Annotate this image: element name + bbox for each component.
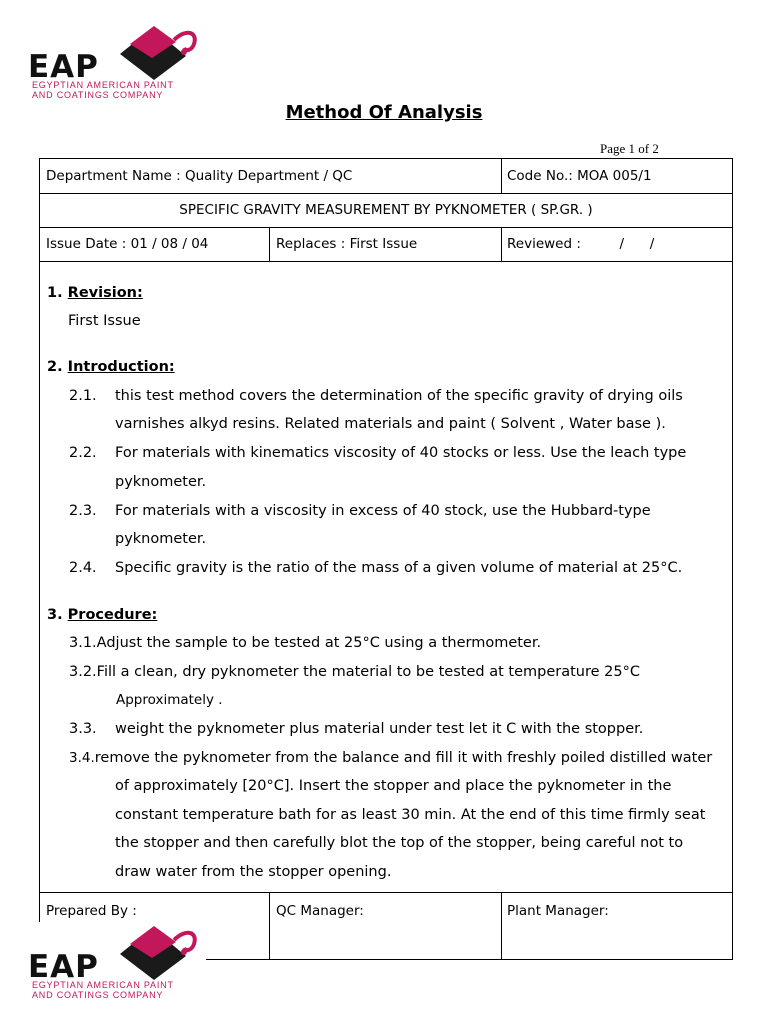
item-number: 2.1. — [69, 388, 97, 404]
item-line: the stopper and then carefully blot the top of the stopper, being careful not to — [115, 835, 684, 851]
page-number: Page 1 of 2 — [600, 141, 659, 156]
subject-title: SPECIFIC GRAVITY MEASUREMENT BY PYKNOMETER ( SP.GR. ) — [179, 202, 593, 218]
item-line: of approximately [20°C]. Insert the stopper and place the pyknometer in the — [115, 778, 672, 794]
document-title: Method Of Analysis — [285, 102, 483, 123]
section-procedure-heading: 3. Procedure: — [47, 607, 158, 623]
item-line: weight the pyknometer plus material under test let it C with the stopper. — [115, 721, 644, 737]
item-line: draw water from the stopper opening. — [115, 864, 392, 880]
document-frame — [39, 158, 733, 960]
section-revision-heading: 1. Revision: — [47, 285, 143, 301]
item-line: For materials with a viscosity in excess of 40 stock, use the Hubbard-type — [115, 503, 651, 519]
qc-manager: QC Manager: — [276, 903, 364, 919]
item-line: Approximately . — [116, 692, 223, 708]
item-line: constant temperature bath for as least 30 min. At the end of this time firmly seat — [115, 807, 706, 823]
issue-date: Issue Date : 01 / 08 / 04 — [46, 236, 209, 252]
item-line: pyknometer. — [115, 474, 207, 490]
revision-text: First Issue — [68, 313, 141, 329]
item-number: 2.2. — [69, 445, 97, 461]
company-name: EGYPTIAN AMERICAN PAINT AND COATINGS COMPANY — [32, 980, 174, 1000]
item-number: 2.3. — [69, 503, 97, 519]
code-number: Code No.: MOA 005/1 — [507, 168, 652, 184]
item-line: this test method covers the determination of the specific gravity of drying oils — [115, 388, 683, 404]
item-line: pyknometer. — [115, 531, 207, 547]
plant-manager: Plant Manager: — [507, 903, 609, 919]
item-line: 3.1.Adjust the sample to be tested at 25°C using a thermometer. — [69, 635, 542, 651]
replaces: Replaces : First Issue — [276, 236, 418, 252]
reviewed: Reviewed : / / — [507, 236, 655, 252]
item-line: varnishes alkyd resins. Related materials and paint ( Solvent , Water base ). — [115, 416, 666, 432]
item-line: Specific gravity is the ratio of the mass of a given volume of material at 25°C. — [115, 560, 683, 576]
item-number: 2.4. — [69, 560, 97, 576]
department-name: Department Name : Quality Department / QC — [46, 168, 353, 184]
item-number: 3.3. — [69, 721, 97, 737]
company-logo-footer — [26, 922, 206, 1004]
item-line: For materials with kinematics viscosity of 40 stocks or less. Use the leach type — [115, 445, 687, 461]
item-line: 3.2.Fill a clean, dry pyknometer the material to be tested at temperature 25°C — [69, 664, 640, 680]
company-name: EGYPTIAN AMERICAN PAINT AND COATINGS COMPANY — [32, 80, 174, 100]
logo-mark: EAP — [28, 949, 99, 985]
logo-mark: EAP — [28, 49, 99, 85]
item-line: 3.4.remove the pyknometer from the balance and fill it with freshly poiled distilled water — [69, 750, 713, 766]
company-logo — [26, 22, 206, 104]
prepared-by: Prepared By : — [46, 903, 137, 919]
section-introduction-heading: 2. Introduction: — [47, 359, 175, 375]
